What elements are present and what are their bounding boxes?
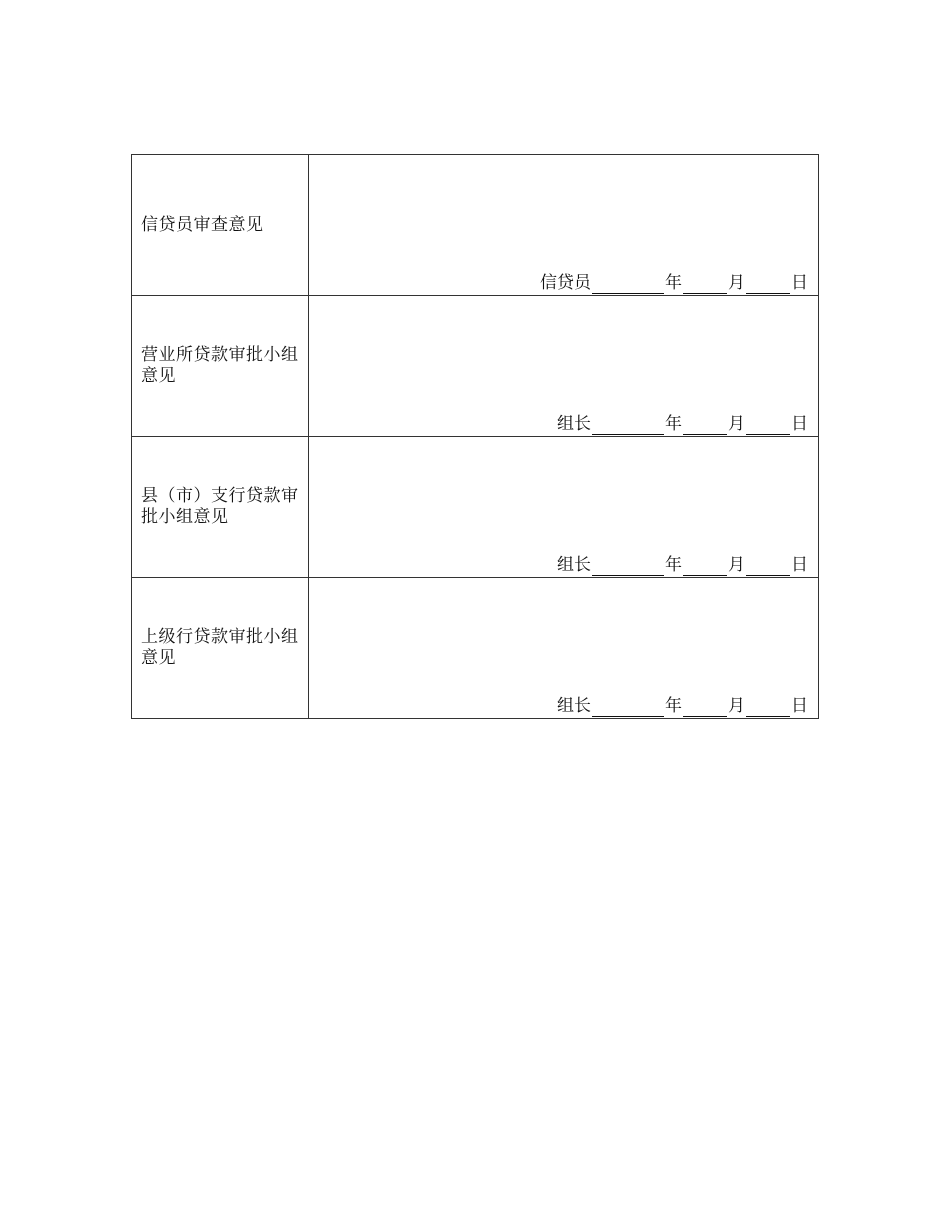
opinion-cell[interactable]	[309, 437, 819, 578]
day-blank[interactable]	[746, 416, 790, 435]
year-label: 年	[665, 273, 682, 293]
day-label: 日	[791, 555, 808, 575]
row-label-cell	[132, 578, 309, 719]
month-label: 月	[728, 555, 745, 575]
year-label: 年	[665, 555, 682, 575]
signer-label: 信贷员	[540, 273, 591, 293]
day-blank[interactable]	[746, 557, 790, 576]
signer-label: 组长	[557, 555, 591, 575]
table-row	[132, 578, 819, 719]
year-label: 年	[665, 414, 682, 434]
signature-line	[309, 413, 818, 436]
day-blank[interactable]	[746, 698, 790, 717]
table-row	[132, 296, 819, 437]
month-label: 月	[728, 414, 745, 434]
row-label-cell	[132, 155, 309, 296]
signer-name-blank[interactable]	[592, 416, 664, 435]
day-label: 日	[791, 696, 808, 716]
month-label: 月	[728, 273, 745, 293]
month-blank[interactable]	[683, 275, 727, 294]
signer-label: 组长	[557, 696, 591, 716]
month-blank[interactable]	[683, 557, 727, 576]
opinion-cell[interactable]	[309, 578, 819, 719]
day-label: 日	[791, 414, 808, 434]
opinion-cell[interactable]	[309, 155, 819, 296]
opinion-cell[interactable]	[309, 296, 819, 437]
row-label: 信贷员审查意见	[141, 214, 264, 235]
table-row	[132, 437, 819, 578]
signature-line	[309, 272, 818, 295]
month-label: 月	[728, 696, 745, 716]
row-label-cell	[132, 437, 309, 578]
day-blank[interactable]	[746, 275, 790, 294]
row-label: 上级行贷款审批小组意见	[141, 627, 299, 668]
signer-name-blank[interactable]	[592, 275, 664, 294]
signer-name-blank[interactable]	[592, 557, 664, 576]
row-label-cell	[132, 296, 309, 437]
row-label: 营业所贷款审批小组意见	[141, 345, 299, 386]
signer-label: 组长	[557, 414, 591, 434]
month-blank[interactable]	[683, 698, 727, 717]
day-label: 日	[791, 273, 808, 293]
signer-name-blank[interactable]	[592, 698, 664, 717]
approval-opinion-table	[131, 154, 819, 719]
year-label: 年	[665, 696, 682, 716]
signature-line	[309, 554, 818, 577]
row-label: 县（市）支行贷款审批小组意见	[141, 486, 299, 527]
month-blank[interactable]	[683, 416, 727, 435]
table-row	[132, 155, 819, 296]
signature-line	[309, 695, 818, 718]
